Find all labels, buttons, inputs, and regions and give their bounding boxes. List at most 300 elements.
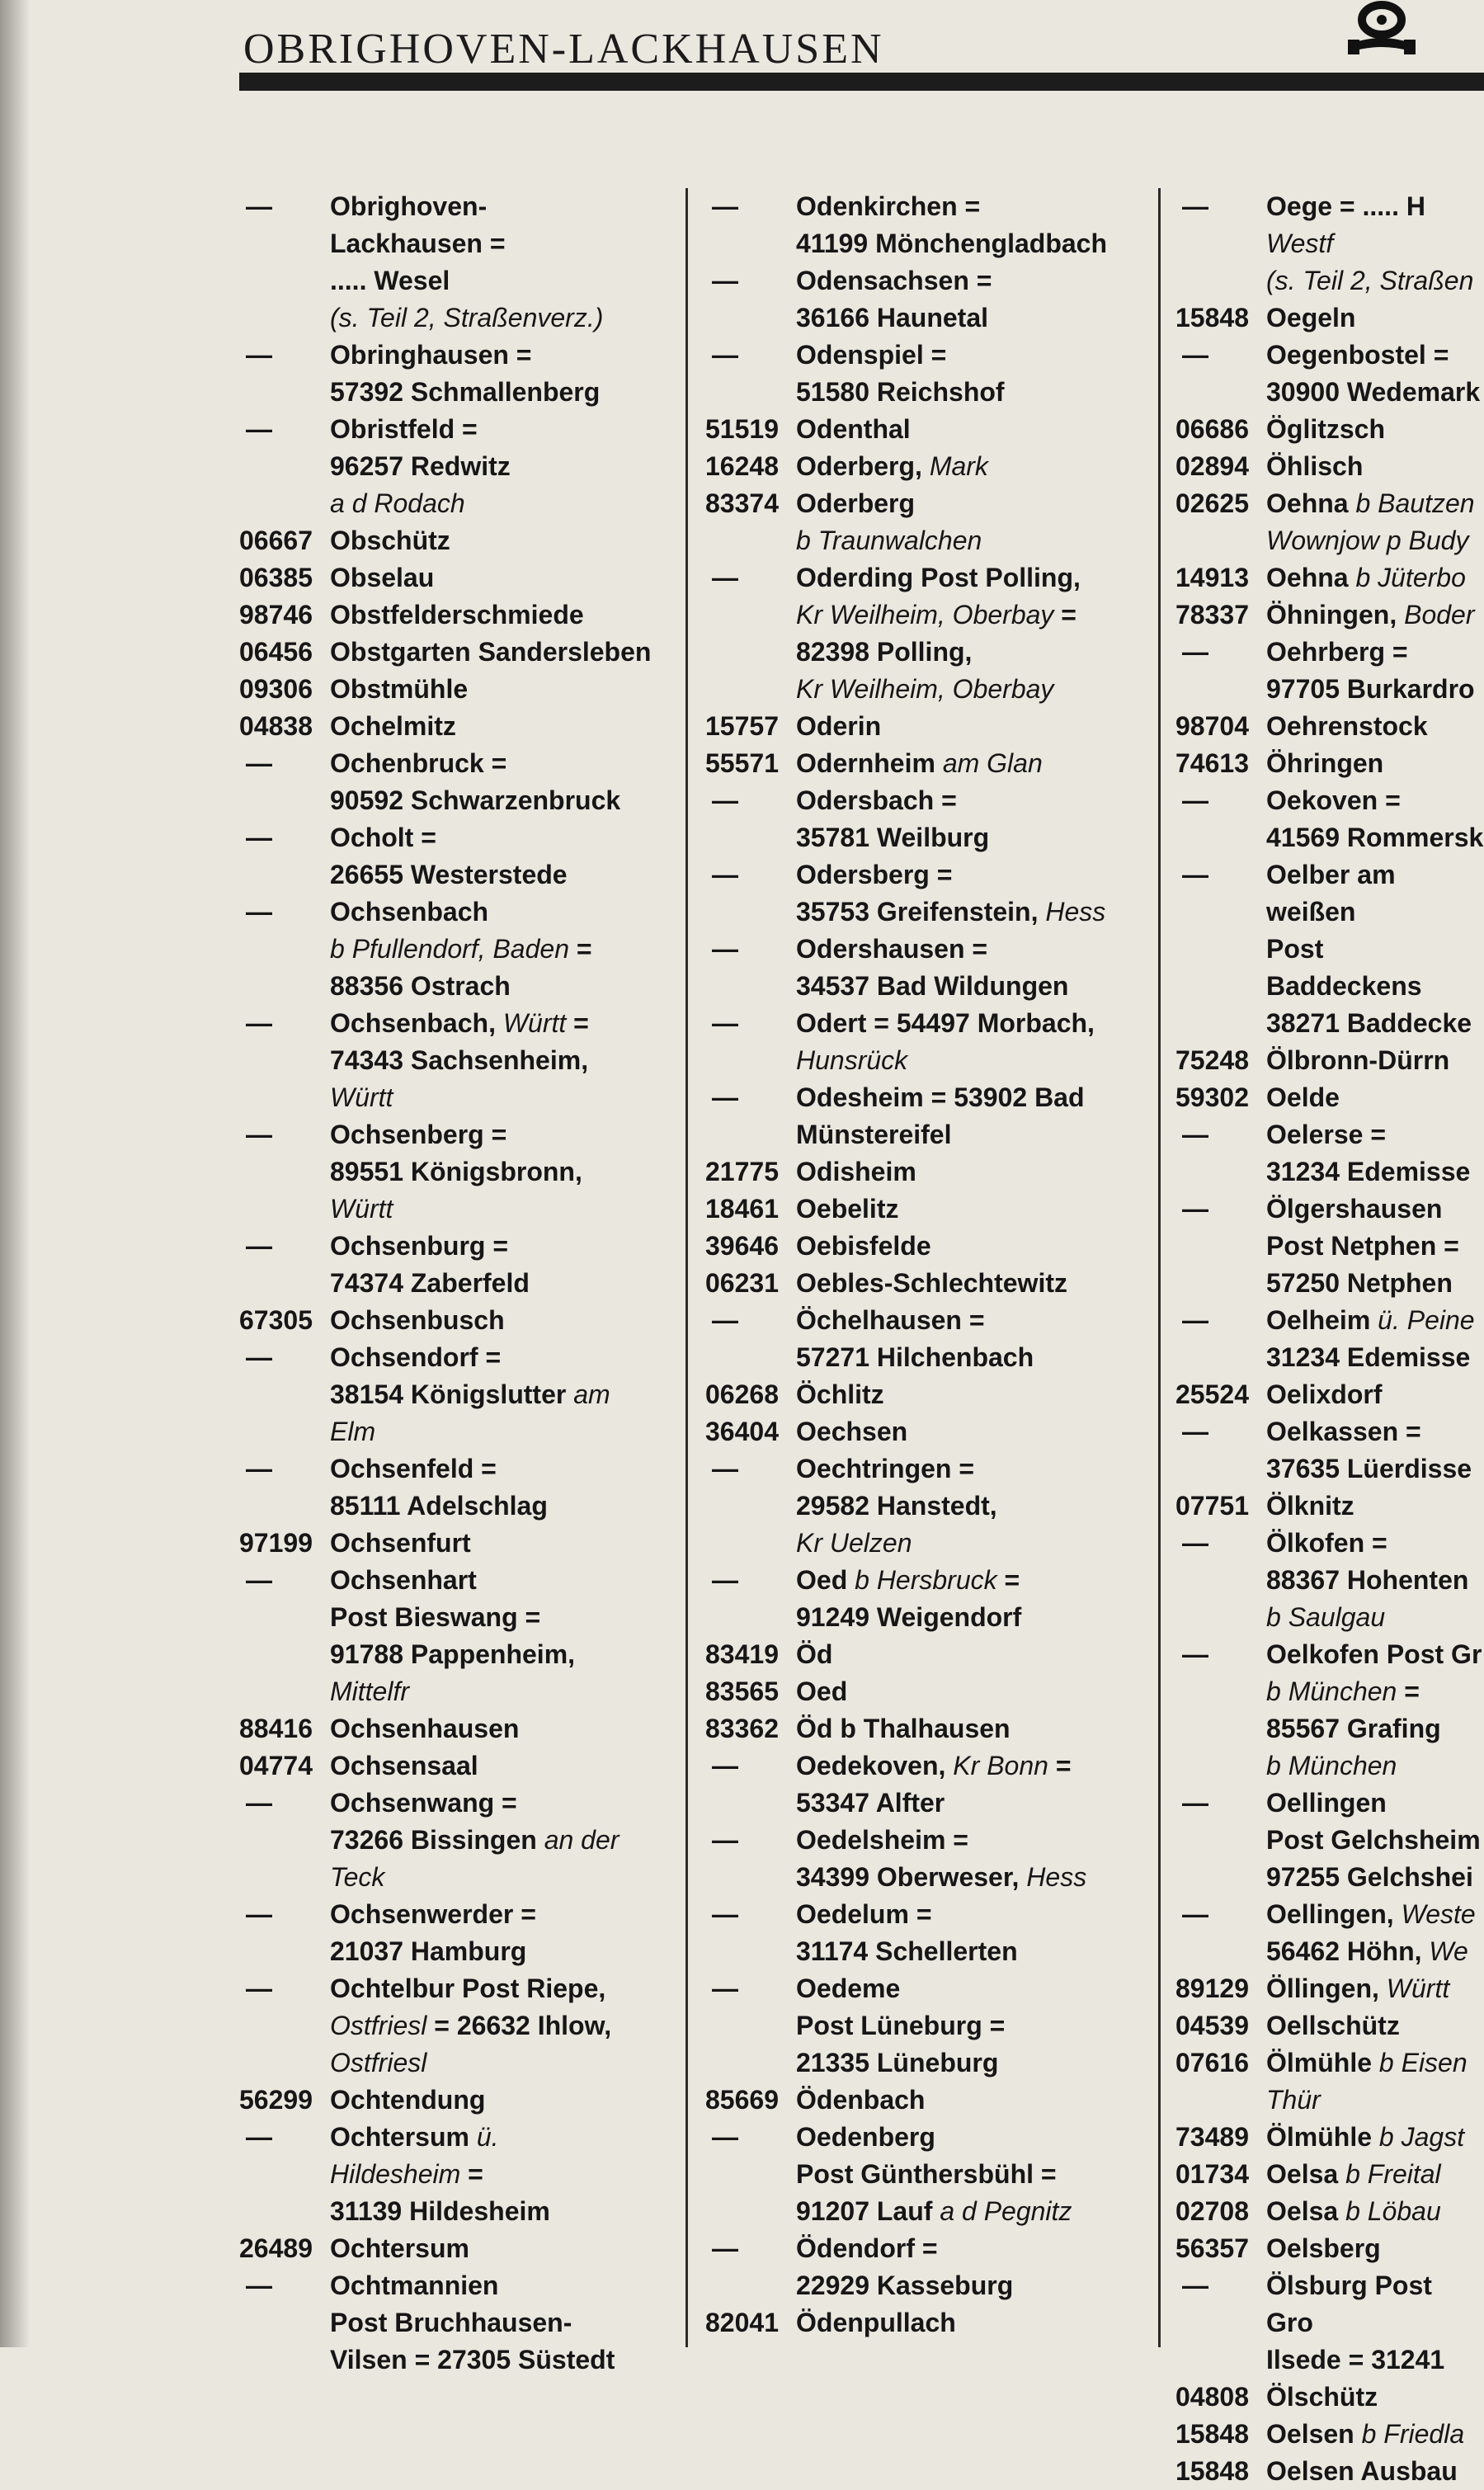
postal-code: —	[712, 1008, 738, 1038]
place-name: Ochenbruck = 90592 Schwarzenbruck	[330, 748, 621, 815]
place-name: Oellingen Post Gelchsheim 97255 Gelchshei	[1266, 1788, 1481, 1892]
column-1	[239, 188, 679, 2374]
directory-entry	[1175, 1896, 1484, 1970]
place-name: Ochtendung	[330, 2085, 486, 2115]
place-name: Ochsenbach b Pfullendorf, Baden = 88356 Ostrach	[330, 897, 592, 1001]
column-divider	[1158, 188, 1161, 2347]
directory-entry	[1175, 1376, 1484, 1413]
place-name: Oedekoven, Kr Bonn = 53347 Alfter	[796, 1751, 1072, 1818]
postal-code: 85669	[705, 2085, 779, 2115]
directory-entry	[705, 1376, 1151, 1413]
place-name: Oelsen Ausbau	[1266, 2456, 1458, 2486]
place-name: Ochelmitz	[330, 711, 456, 741]
postal-code: —	[712, 1825, 738, 1855]
directory-entry	[1175, 1413, 1484, 1488]
postal-code: —	[712, 563, 738, 592]
directory-entry	[1175, 448, 1484, 485]
postal-code: 09306	[239, 674, 313, 704]
place-name: Odert = 54497 Morbach, Hunsrück	[796, 1008, 1095, 1075]
postal-code: 15757	[705, 711, 779, 741]
postal-code: 15848	[1175, 303, 1249, 332]
place-name: Ochsenhausen	[330, 1714, 520, 1743]
place-name: Ölmühle b Eisen Thür	[1266, 2048, 1468, 2115]
directory-entry	[1175, 597, 1484, 634]
postal-code: 83374	[705, 488, 779, 518]
directory-entry	[239, 1228, 679, 1302]
place-name: Öllingen, Württ	[1266, 1974, 1450, 2003]
postal-code: 56299	[239, 2085, 313, 2115]
directory-entry	[239, 2119, 679, 2230]
place-name: Ölbronn-Dürrn	[1266, 1045, 1450, 1075]
directory-entry	[239, 559, 679, 597]
postal-code: 04838	[239, 711, 313, 741]
postal-code: —	[1182, 1194, 1208, 1224]
postal-code: 15848	[1175, 2456, 1249, 2486]
directory-entry	[705, 337, 1151, 411]
place-name: Öhningen, Boder	[1266, 600, 1475, 630]
place-name: Oechtringen = 29582 Hanstedt, Kr Uelzen	[796, 1454, 997, 1558]
directory-entry	[705, 1822, 1151, 1896]
postal-code: 39646	[705, 1231, 779, 1261]
postal-code: 26489	[239, 2233, 313, 2263]
place-name: Oegenbostel = 30900 Wedemark	[1266, 340, 1481, 407]
directory-entry	[239, 745, 679, 819]
postal-code: 06686	[1175, 414, 1249, 444]
place-name: Ölsburg Post Gro Ilsede = 31241	[1266, 2271, 1445, 2374]
postal-code: —	[712, 1305, 738, 1335]
postal-code: 18461	[705, 1194, 779, 1224]
postal-code: 36404	[705, 1417, 779, 1446]
postal-code: 04808	[1175, 2382, 1249, 2412]
directory-entry	[705, 2082, 1151, 2119]
place-name: Ochsenbach, Württ = 74343 Sachsenheim, Württ	[330, 1008, 589, 1112]
directory-entry	[705, 2304, 1151, 2341]
directory-entry	[705, 2230, 1151, 2304]
page-title: OBRIGHOVEN-LACKHAUSEN	[243, 26, 884, 73]
directory-entry	[239, 634, 679, 671]
postal-code: —	[1182, 1417, 1208, 1446]
postal-code: —	[1182, 2271, 1208, 2300]
place-name: Obstgarten Sandersleben	[330, 637, 652, 667]
postal-code: —	[712, 934, 738, 964]
place-name: Ödenbach	[796, 2085, 926, 2115]
place-name: Öchelhausen = 57271 Hilchenbach	[796, 1305, 1034, 1372]
directory-entry	[705, 1673, 1151, 1710]
directory-entry	[239, 597, 679, 634]
place-name: Oelde	[1266, 1082, 1340, 1112]
directory-entry	[239, 671, 679, 708]
postal-code: 06667	[239, 526, 313, 555]
postal-code: 16248	[705, 451, 779, 481]
directory-entry	[705, 1636, 1151, 1673]
directory-entry	[705, 1153, 1151, 1191]
postal-code: 02625	[1175, 488, 1249, 518]
directory-entry	[705, 1710, 1151, 1747]
directory-entry	[239, 1896, 679, 1970]
postal-code: 78337	[1175, 600, 1249, 630]
postal-code: 82041	[705, 2308, 779, 2337]
postal-code: 14913	[1175, 563, 1249, 592]
directory-entry	[705, 262, 1151, 337]
place-name: Oekoven = 41569 Rommersk	[1266, 785, 1484, 852]
postal-code: —	[712, 1899, 738, 1929]
directory-entry	[705, 485, 1151, 559]
postal-code: 83362	[705, 1714, 779, 1743]
place-name: Odenthal	[796, 414, 911, 444]
postal-code: —	[246, 1565, 272, 1595]
place-name: Oed b Hersbruck = 91249 Weigendorf	[796, 1565, 1022, 1632]
place-name: Ödendorf = 22929 Kasseburg	[796, 2233, 1014, 2300]
directory-entry	[705, 448, 1151, 485]
postal-code: —	[712, 340, 738, 370]
place-name: Ochsenwerder = 21037 Hamburg	[330, 1899, 536, 1966]
directory-entry	[705, 1562, 1151, 1636]
directory-entry	[1175, 559, 1484, 597]
place-name: Oelkofen Post Gr b München = 85567 Grafing b München	[1266, 1639, 1482, 1780]
place-name: Odershausen = 34537 Bad Wildungen	[796, 934, 1069, 1001]
postal-code: 04774	[239, 1751, 313, 1780]
place-name: Obstmühle	[330, 674, 469, 704]
place-name: Oelsa b Löbau	[1266, 2196, 1441, 2226]
directory-entry	[239, 188, 679, 337]
directory-entry	[239, 1339, 679, 1450]
place-name: Oelsa b Freital	[1266, 2159, 1441, 2189]
postal-code: 21775	[705, 1157, 779, 1186]
directory-entry	[705, 1079, 1151, 1153]
place-name: Odensachsen = 36166 Haunetal	[796, 266, 992, 332]
directory-entry	[1175, 188, 1484, 299]
place-name: Odersberg = 35753 Greifenstein, Hess	[796, 860, 1106, 927]
place-name: Ochsenwang = 73266 Bissingen an der Teck	[330, 1788, 620, 1892]
directory-entry	[1175, 2193, 1484, 2230]
place-name: Öd	[796, 1639, 833, 1669]
directory-entry	[705, 1005, 1151, 1079]
place-name: Ochsenfeld = 85111 Adelschlag	[330, 1454, 548, 1521]
directory-entry	[1175, 1636, 1484, 1785]
place-name: Oelheim ü. Peine 31234 Edemisse	[1266, 1305, 1475, 1372]
directory-entry	[1175, 2007, 1484, 2044]
postal-code: —	[1182, 1788, 1208, 1818]
place-name: Oehna b Bautzen Wownjow p Budy	[1266, 488, 1475, 555]
place-name: Oelixdorf	[1266, 1379, 1383, 1409]
place-name: Öhringen	[1266, 748, 1384, 778]
directory-entry	[1175, 1970, 1484, 2007]
postal-code: —	[246, 191, 272, 221]
directory-entry	[1175, 2119, 1484, 2156]
postal-code: 97199	[239, 1528, 313, 1558]
place-name: Oechsen	[796, 1417, 908, 1446]
column-3	[1175, 188, 1484, 2486]
postal-code: —	[246, 1120, 272, 1149]
postal-code: 73489	[1175, 2122, 1249, 2152]
directory-entry	[705, 1413, 1151, 1450]
directory-entry	[705, 1747, 1151, 1822]
directory-entry	[705, 1450, 1151, 1562]
postal-code: —	[1182, 1528, 1208, 1558]
directory-entry	[1175, 1079, 1484, 1116]
directory-entry	[239, 2267, 679, 2379]
place-name: Ochsenfurt	[330, 1528, 471, 1558]
directory-entry	[705, 411, 1151, 448]
place-name: Oebisfelde	[796, 1231, 931, 1261]
postal-code: —	[712, 860, 738, 889]
directory-entry	[239, 522, 679, 559]
directory-entry	[705, 1970, 1151, 2082]
place-name: Oellschütz	[1266, 2011, 1400, 2040]
directory-entry	[239, 1785, 679, 1896]
place-name: Oelber am weißen Post Baddeckens 38271 Baddecke	[1266, 860, 1472, 1038]
postal-code: —	[246, 1974, 272, 2003]
place-name: Ochtmannien Post Bruchhausen- Vilsen = 27305 Süstedt	[330, 2271, 615, 2374]
postal-code: 88416	[239, 1714, 313, 1743]
postal-code: 89129	[1175, 1974, 1249, 2003]
directory-entry	[239, 894, 679, 1005]
postal-code: 06231	[705, 1268, 779, 1298]
place-name: Obringhausen = 57392 Schmallenberg	[330, 340, 601, 407]
directory-entry	[1175, 1785, 1484, 1896]
postal-code: —	[712, 2233, 738, 2263]
postal-code: —	[712, 1751, 738, 1780]
place-name: Ölgershausen Post Netphen = 57250 Netphen	[1266, 1194, 1459, 1298]
postal-code: —	[712, 785, 738, 815]
column-divider	[685, 188, 688, 2347]
column-2	[705, 188, 1151, 2347]
directory-entry	[239, 411, 679, 522]
postal-code: —	[1182, 785, 1208, 815]
directory-entry	[1175, 1488, 1484, 1525]
postal-code: 06385	[239, 563, 313, 592]
postal-code: —	[1182, 191, 1208, 221]
postal-code: —	[246, 1231, 272, 1261]
postal-code: —	[246, 1788, 272, 1818]
postal-code: 83419	[705, 1639, 779, 1669]
postal-code: 98746	[239, 600, 313, 630]
place-name: Oegeln	[1266, 303, 1356, 332]
postal-code: —	[712, 266, 738, 295]
place-name: Oderding Post Polling, Kr Weilheim, Oberbay = 82398 Polling, Kr Weilheim, Oberbay	[796, 563, 1081, 704]
place-name: Obristfeld = 96257 Redwitz a d Rodach	[330, 414, 511, 518]
place-name: Oehna b Jüterbo	[1266, 563, 1466, 592]
directory-entry	[1175, 2416, 1484, 2453]
postal-code: —	[246, 414, 272, 444]
directory-entry	[1175, 1042, 1484, 1079]
directory-entry	[1175, 2453, 1484, 2490]
directory-entry	[1175, 337, 1484, 411]
postal-code: 67305	[239, 1305, 313, 1335]
directory-entry	[1175, 856, 1484, 1042]
place-name: Oderberg, Mark	[796, 451, 988, 481]
postal-code: —	[246, 340, 272, 370]
directory-entry	[239, 819, 679, 894]
place-name: Oelkassen = 37635 Lüerdisse	[1266, 1417, 1472, 1483]
place-name: Odenspiel = 51580 Reichshof	[796, 340, 1005, 407]
directory-entry	[705, 856, 1151, 931]
place-name: Oedeme Post Lüneburg = 21335 Lüneburg	[796, 1974, 1006, 2077]
postal-code: 51519	[705, 414, 779, 444]
place-name: Ochsensaal	[330, 1751, 478, 1780]
postal-code: —	[712, 1565, 738, 1595]
page-edge-shadow	[0, 0, 30, 2347]
postal-code: —	[712, 1454, 738, 1483]
directory-entry	[239, 337, 679, 411]
directory-entry	[705, 1265, 1151, 1302]
place-name: Oelerse = 31234 Edemisse	[1266, 1120, 1471, 1186]
place-name: Ochtersum ü. Hildesheim = 31139 Hildesheim	[330, 2122, 550, 2226]
directory-entry	[239, 1562, 679, 1710]
directory-entry	[1175, 2379, 1484, 2416]
place-name: Ochsenbusch	[330, 1305, 505, 1335]
postal-code: —	[712, 1974, 738, 2003]
place-name: Oed	[796, 1677, 848, 1706]
directory-entry	[239, 2230, 679, 2267]
place-name: Oehrberg = 97705 Burkardro	[1266, 637, 1475, 704]
postal-code: 74613	[1175, 748, 1249, 778]
postal-code: —	[1182, 1899, 1208, 1929]
directory-entry	[705, 559, 1151, 708]
directory-entry	[1175, 2230, 1484, 2267]
directory-entry	[239, 1747, 679, 1785]
place-name: Oehrenstock	[1266, 711, 1428, 741]
directory-entry	[1175, 2156, 1484, 2193]
directory-entry	[705, 1228, 1151, 1265]
postal-code: —	[246, 823, 272, 852]
place-name: Öhlisch	[1266, 451, 1364, 481]
directory-entry	[1175, 1116, 1484, 1191]
directory-entry	[1175, 411, 1484, 448]
directory-entry	[1175, 1191, 1484, 1302]
place-name: Obselau	[330, 563, 435, 592]
place-name: Obstfelderschmiede	[330, 600, 584, 630]
directory-entry	[1175, 708, 1484, 745]
directory-entry	[1175, 299, 1484, 337]
place-name: Ölknitz	[1266, 1491, 1354, 1521]
place-name: Ölmühle b Jagst	[1266, 2122, 1465, 2152]
place-name: Oedelum = 31174 Schellerten	[796, 1899, 1018, 1966]
postal-code: —	[1182, 1305, 1208, 1335]
header-rule	[239, 73, 1484, 91]
directory-entry	[705, 782, 1151, 856]
postal-code: —	[712, 1082, 738, 1112]
postal-code: —	[246, 2122, 272, 2152]
directory-entry	[1175, 745, 1484, 782]
place-name: Odisheim	[796, 1157, 916, 1186]
postal-code: —	[1182, 1120, 1208, 1149]
postal-code: —	[1182, 340, 1208, 370]
postal-code: 75248	[1175, 1045, 1249, 1075]
place-name: Oellingen, Weste 56462 Höhn, We	[1266, 1899, 1476, 1966]
postal-code: 07751	[1175, 1491, 1249, 1521]
post-horn-logo-icon	[1336, 0, 1427, 66]
directory-entry	[1175, 634, 1484, 708]
place-name: Öglitzsch	[1266, 414, 1386, 444]
place-name: Ochsenhart Post Bieswang = 91788 Pappenheim, Mittelfr	[330, 1565, 576, 1706]
postal-code: 06268	[705, 1379, 779, 1409]
postal-code: 15848	[1175, 2419, 1249, 2449]
place-name: Oebles-Schlechtewitz	[796, 1268, 1067, 1298]
place-name: Odesheim = 53902 Bad Münstereifel	[796, 1082, 1085, 1149]
postal-code: —	[1182, 860, 1208, 889]
directory-entry	[239, 708, 679, 745]
postal-code: 56357	[1175, 2233, 1249, 2263]
place-name: Ochtelbur Post Riepe, Ostfriesl = 26632 Ihlow, Ostfriesl	[330, 1974, 612, 2077]
postal-code: —	[246, 1454, 272, 1483]
directory-entry	[239, 1005, 679, 1116]
postal-code: 07616	[1175, 2048, 1249, 2077]
postal-code: —	[712, 191, 738, 221]
place-name: Oelsen b Friedla	[1266, 2419, 1465, 2449]
postal-code: 59302	[1175, 1082, 1249, 1112]
postal-code: —	[246, 1342, 272, 1372]
place-name: Oedenberg Post Günthersbühl = 91207 Lauf a d Pegnitz	[796, 2122, 1072, 2226]
postal-code: 01734	[1175, 2159, 1249, 2189]
place-name: Ochsendorf = 38154 Königslutter am Elm	[330, 1342, 610, 1446]
postal-code: —	[246, 897, 272, 927]
place-name: Oderberg b Traunwalchen	[796, 488, 982, 555]
directory-entry	[239, 1525, 679, 1562]
directory-entry	[1175, 2044, 1484, 2119]
place-name: Oedelsheim = 34399 Oberweser, Hess	[796, 1825, 1087, 1892]
postal-code: 98704	[1175, 711, 1249, 741]
place-name: Öchlitz	[796, 1379, 884, 1409]
directory-entry	[1175, 782, 1484, 856]
postal-code: —	[246, 2271, 272, 2300]
place-name: Obschütz	[330, 526, 450, 555]
directory-entry	[239, 2082, 679, 2119]
directory-entry	[705, 1896, 1151, 1970]
postal-code: —	[712, 2122, 738, 2152]
postal-code: —	[1182, 1639, 1208, 1669]
directory-entry	[239, 1450, 679, 1525]
place-name: Odenkirchen = 41199 Mönchengladbach	[796, 191, 1108, 258]
place-name: Ochtersum	[330, 2233, 469, 2263]
postal-code: —	[246, 748, 272, 778]
postal-code: —	[246, 1008, 272, 1038]
postal-code: 02894	[1175, 451, 1249, 481]
place-name: Oelsberg	[1266, 2233, 1381, 2263]
directory-entry	[239, 1710, 679, 1747]
directory-entry	[1175, 1302, 1484, 1376]
place-name: Ochsenburg = 74374 Zaberfeld	[330, 1231, 530, 1298]
directory-entry	[705, 2119, 1151, 2230]
postal-code: 02708	[1175, 2196, 1249, 2226]
directory-entry	[705, 931, 1151, 1005]
place-name: Odernheim am Glan	[796, 748, 1043, 778]
place-name: Ölschütz	[1266, 2382, 1378, 2412]
postal-code: 04539	[1175, 2011, 1249, 2040]
place-name: Oebelitz	[796, 1194, 899, 1224]
directory-entry	[239, 1302, 679, 1339]
postal-code: —	[1182, 637, 1208, 667]
directory-entry	[705, 1302, 1151, 1376]
postal-code: 83565	[705, 1677, 779, 1706]
place-name: Obrighoven- Lackhausen = ..... Wesel (s. Teil 2, Straßenverz.)	[330, 191, 604, 332]
directory-entry	[1175, 2267, 1484, 2379]
place-name: Öd b Thalhausen	[796, 1714, 1011, 1743]
place-name: Oege = ..... H Westf (s. Teil 2, Straßen	[1266, 191, 1474, 295]
place-name: Odersbach = 35781 Weilburg	[796, 785, 990, 852]
directory-entry	[239, 1116, 679, 1228]
postal-code: 25524	[1175, 1379, 1249, 1409]
place-name: Ödenpullach	[796, 2308, 956, 2337]
postal-code: 55571	[705, 748, 779, 778]
place-name: Ölkofen = 88367 Hohenten b Saulgau	[1266, 1528, 1469, 1632]
place-name: Ochsenberg = 89551 Königsbronn, Württ	[330, 1120, 582, 1224]
place-name: Ocholt = 26655 Westerstede	[330, 823, 568, 889]
directory-entry	[705, 745, 1151, 782]
directory-entry	[705, 708, 1151, 745]
directory-entry	[1175, 485, 1484, 559]
directory-entry	[239, 1970, 679, 2082]
